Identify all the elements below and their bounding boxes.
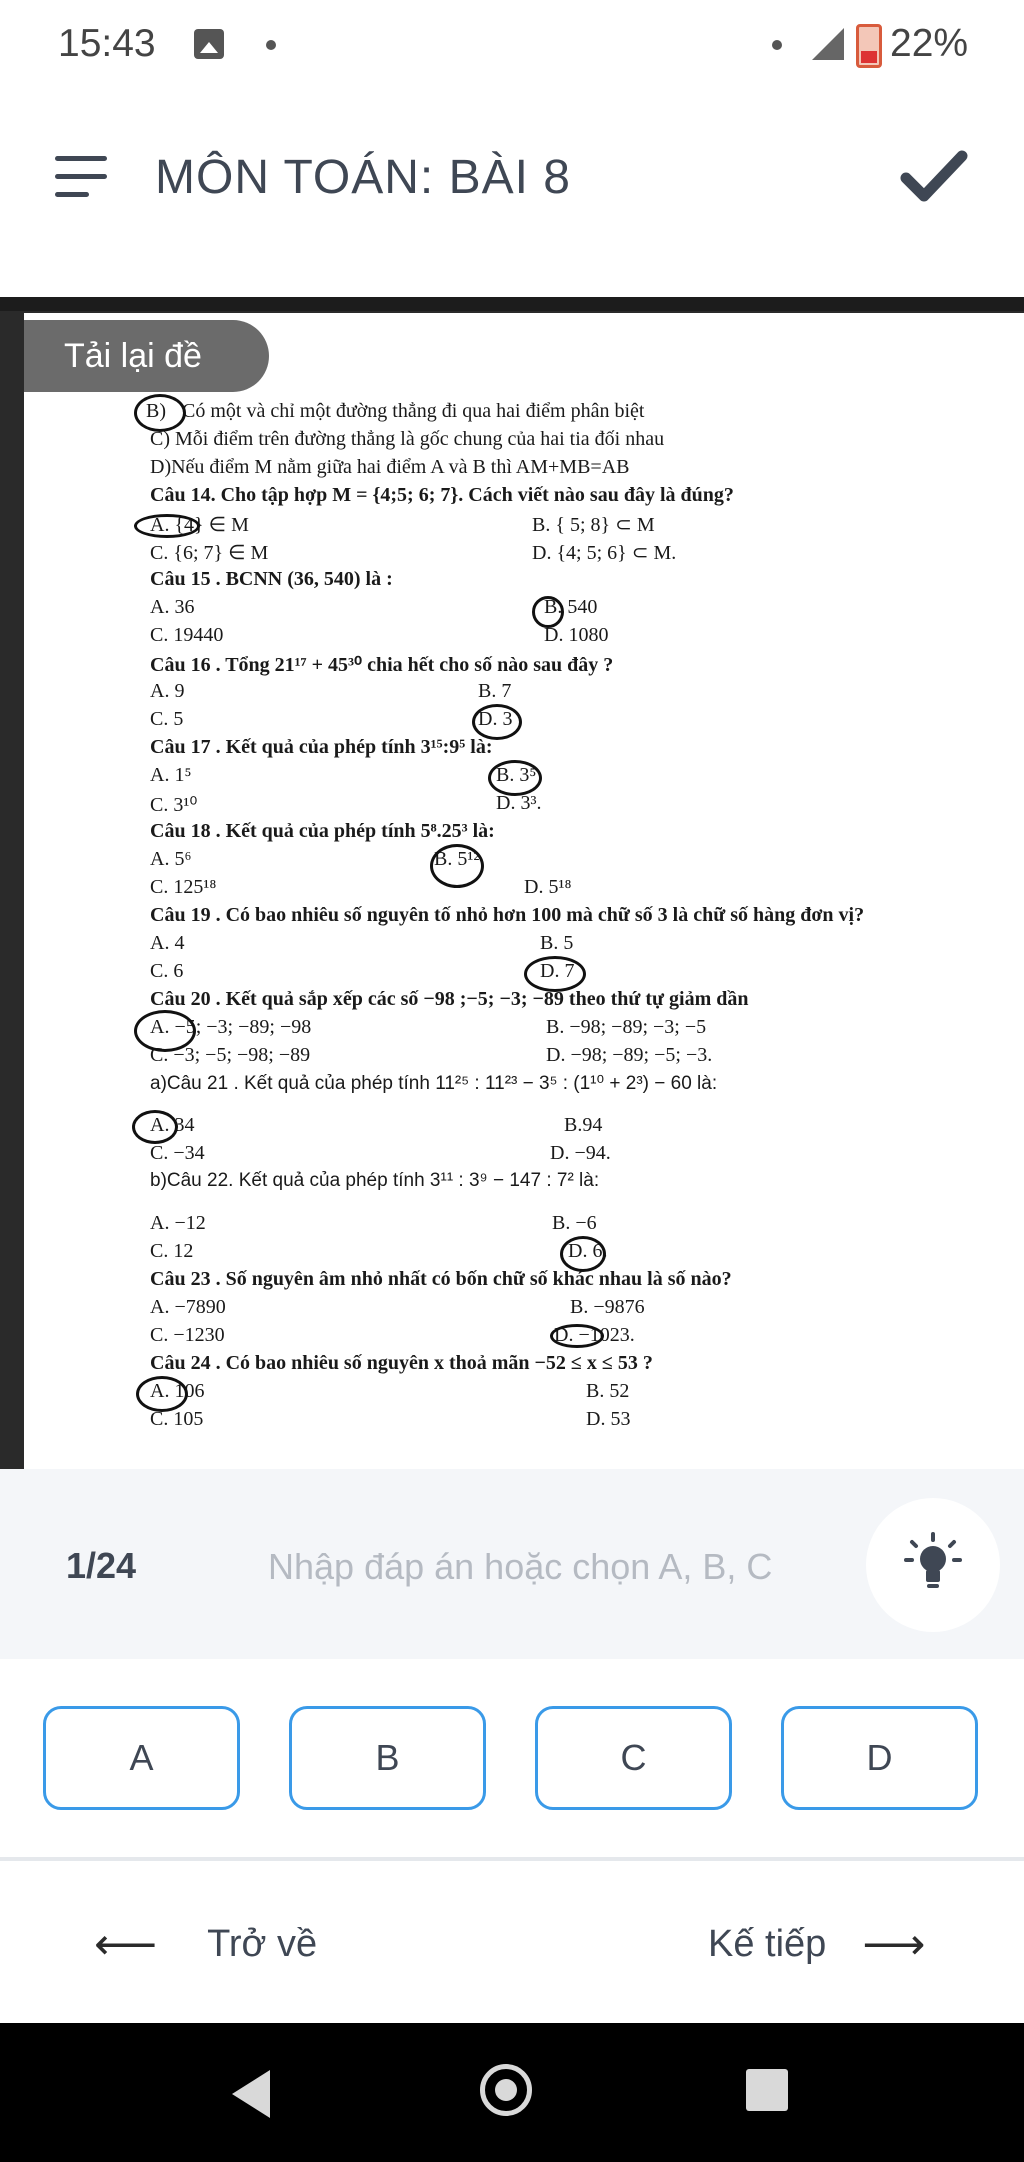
question-23: Câu 23 . Số nguyên âm nhỏ nhất có bốn chữ số khác nhau là số nào? <box>150 1268 732 1290</box>
arrow-left-icon: ⟵ <box>94 1919 158 1969</box>
answer-mark <box>430 844 484 888</box>
option: A. 1⁵ <box>150 764 192 786</box>
option: D. 5¹⁸ <box>524 876 572 898</box>
option: D. 1080 <box>544 624 609 646</box>
hint-button[interactable] <box>866 1498 1000 1632</box>
option: A. −12 <box>150 1212 206 1234</box>
option: B) <box>146 400 166 422</box>
option: B. −98; −89; −3; −5 <box>546 1016 707 1038</box>
answer-mark <box>472 704 522 740</box>
answer-mark <box>560 1236 606 1272</box>
status-bar <box>0 0 1024 92</box>
system-back-icon[interactable] <box>232 2070 270 2118</box>
option: D. 3 <box>478 708 513 730</box>
option: A. −7890 <box>150 1296 226 1318</box>
option: B. 540 <box>544 596 598 618</box>
option: D. 6. <box>568 1240 608 1262</box>
option: B. 52 <box>586 1380 630 1402</box>
question-24: Câu 24 . Có bao nhiêu số nguyên x thoả mãn −52 ≤ x ≤ 53 ? <box>150 1352 653 1374</box>
answer-mark <box>136 1376 188 1412</box>
arrow-right-icon: ⟶ <box>862 1919 926 1969</box>
option: B. 5¹² <box>434 848 480 870</box>
question-21: a)Câu 21 . Kết quả của phép tính 11²⁵ : 11²³ − 3⁵ : (1¹⁰ + 2³) − 60 là: <box>150 1073 718 1094</box>
option: A. 34 <box>150 1114 195 1136</box>
answer-mark <box>134 514 200 538</box>
back-label: Trở về <box>207 1922 318 1965</box>
option: B. 3⁵ <box>496 764 537 786</box>
option: B. 7 <box>478 680 512 702</box>
system-home-icon[interactable] <box>480 2064 532 2116</box>
option: A. 36 <box>150 596 195 618</box>
lightbulb-icon <box>866 1498 1000 1632</box>
option: C. 5 <box>150 708 184 730</box>
answer-mark <box>532 596 564 628</box>
answer-mark <box>488 760 542 796</box>
answer-input[interactable] <box>266 1536 830 1598</box>
check-icon[interactable] <box>900 146 970 206</box>
option: D. −98; −89; −5; −3. <box>546 1044 713 1066</box>
option: C. 6 <box>150 960 184 982</box>
exam-line: Có một và chỉ một đường thẳng đi qua hai điểm phân biệt <box>182 400 645 422</box>
battery-percent: 22% <box>890 22 969 65</box>
next-button[interactable] <box>708 1916 925 1972</box>
option: A. −5; −3; −89; −98 <box>150 1016 312 1038</box>
option: B. { 5; 8} ⊂ M <box>532 514 655 536</box>
option: C. 125¹⁸ <box>150 876 217 898</box>
option: D. −94. <box>550 1142 611 1164</box>
option: D. 53 <box>586 1408 631 1430</box>
option: C. −3; −5; −98; −89 <box>150 1044 311 1066</box>
option: B.94 <box>564 1114 603 1136</box>
battery-icon <box>856 24 882 68</box>
option: C. 12 <box>150 1240 194 1262</box>
answer-mark <box>550 1324 604 1348</box>
choice-d-button[interactable]: D <box>781 1706 978 1810</box>
choice-b-button[interactable]: B <box>289 1706 486 1810</box>
reload-exam-button[interactable]: Tải lại đề <box>24 320 269 392</box>
option: A. 5⁶ <box>150 848 192 870</box>
option: B. −9876 <box>570 1296 645 1318</box>
option: D. 3³. <box>496 792 542 814</box>
option: A. {4} ∈ M <box>150 514 249 536</box>
back-button[interactable] <box>94 1916 317 1972</box>
question-counter: 1/24 <box>66 1545 137 1586</box>
system-recents-icon[interactable] <box>746 2069 788 2111</box>
question-16: Câu 16 . Tổng 21¹⁷ + 45³⁰ chia hết cho số nào sau đây ? <box>150 654 614 676</box>
choice-a-button[interactable]: A <box>43 1706 240 1810</box>
exam-line: C) Mỗi điểm trên đường thẳng là gốc chung của hai tia đối nhau <box>150 428 665 450</box>
next-label: Kế tiếp <box>708 1922 827 1965</box>
option: C. 105 <box>150 1408 204 1430</box>
option: C. −34 <box>150 1142 205 1164</box>
option: D. {4; 5; 6} ⊂ M. <box>532 542 677 564</box>
status-dot-icon <box>772 40 782 50</box>
notification-dot-icon <box>266 40 276 50</box>
question-14: Câu 14. Cho tập hợp M = {4;5; 6; 7}. Cách viết nào sau đây là đúng? <box>150 484 734 506</box>
question-15: Câu 15 . BCNN (36, 540) là : <box>150 568 393 590</box>
signal-icon <box>812 28 844 60</box>
option: C. −1230 <box>150 1324 225 1346</box>
page-title: MÔN TOÁN: BÀI 8 <box>155 151 571 204</box>
option: C. 3¹⁰ <box>150 794 198 816</box>
answer-mark <box>132 1110 178 1144</box>
option: D. −1023. <box>554 1324 635 1346</box>
question-19: Câu 19 . Có bao nhiêu số nguyên tố nhỏ hơn 100 mà chữ số 3 là chữ số hàng đơn vị? <box>150 904 865 926</box>
option: B. 5 <box>540 932 574 954</box>
option: A. 9 <box>150 680 185 702</box>
status-time: 15:43 <box>58 22 156 65</box>
answer-mark <box>524 956 586 992</box>
exam-line: D)Nếu điểm M nằm giữa hai điểm A và B thì AM+MB=AB <box>150 456 630 478</box>
menu-icon[interactable] <box>55 156 107 198</box>
option: C. {6; 7} ∈ M <box>150 542 269 564</box>
answer-mark <box>134 1010 196 1052</box>
option: A. 106 <box>150 1380 205 1402</box>
question-22: b)Câu 22. Kết quả của phép tính 3¹¹ : 3⁹ − 147 : 7² là: <box>150 1170 600 1191</box>
option: C. 19440 <box>150 624 224 646</box>
option: B. −6 <box>552 1212 597 1234</box>
gallery-notification-icon <box>194 29 224 59</box>
choice-c-button[interactable]: C <box>535 1706 732 1810</box>
question-18: Câu 18 . Kết quả của phép tính 5⁸.25³ là: <box>150 820 495 842</box>
option: A. 4 <box>150 932 185 954</box>
option: D. 7 <box>540 960 575 982</box>
question-17: Câu 17 . Kết quả của phép tính 3¹⁵:9⁵ là: <box>150 736 493 758</box>
question-20: Câu 20 . Kết quả sắp xếp các số −98 ;−5; −3; −89 theo thứ tự giảm dần <box>150 988 749 1010</box>
answer-mark <box>134 394 186 432</box>
